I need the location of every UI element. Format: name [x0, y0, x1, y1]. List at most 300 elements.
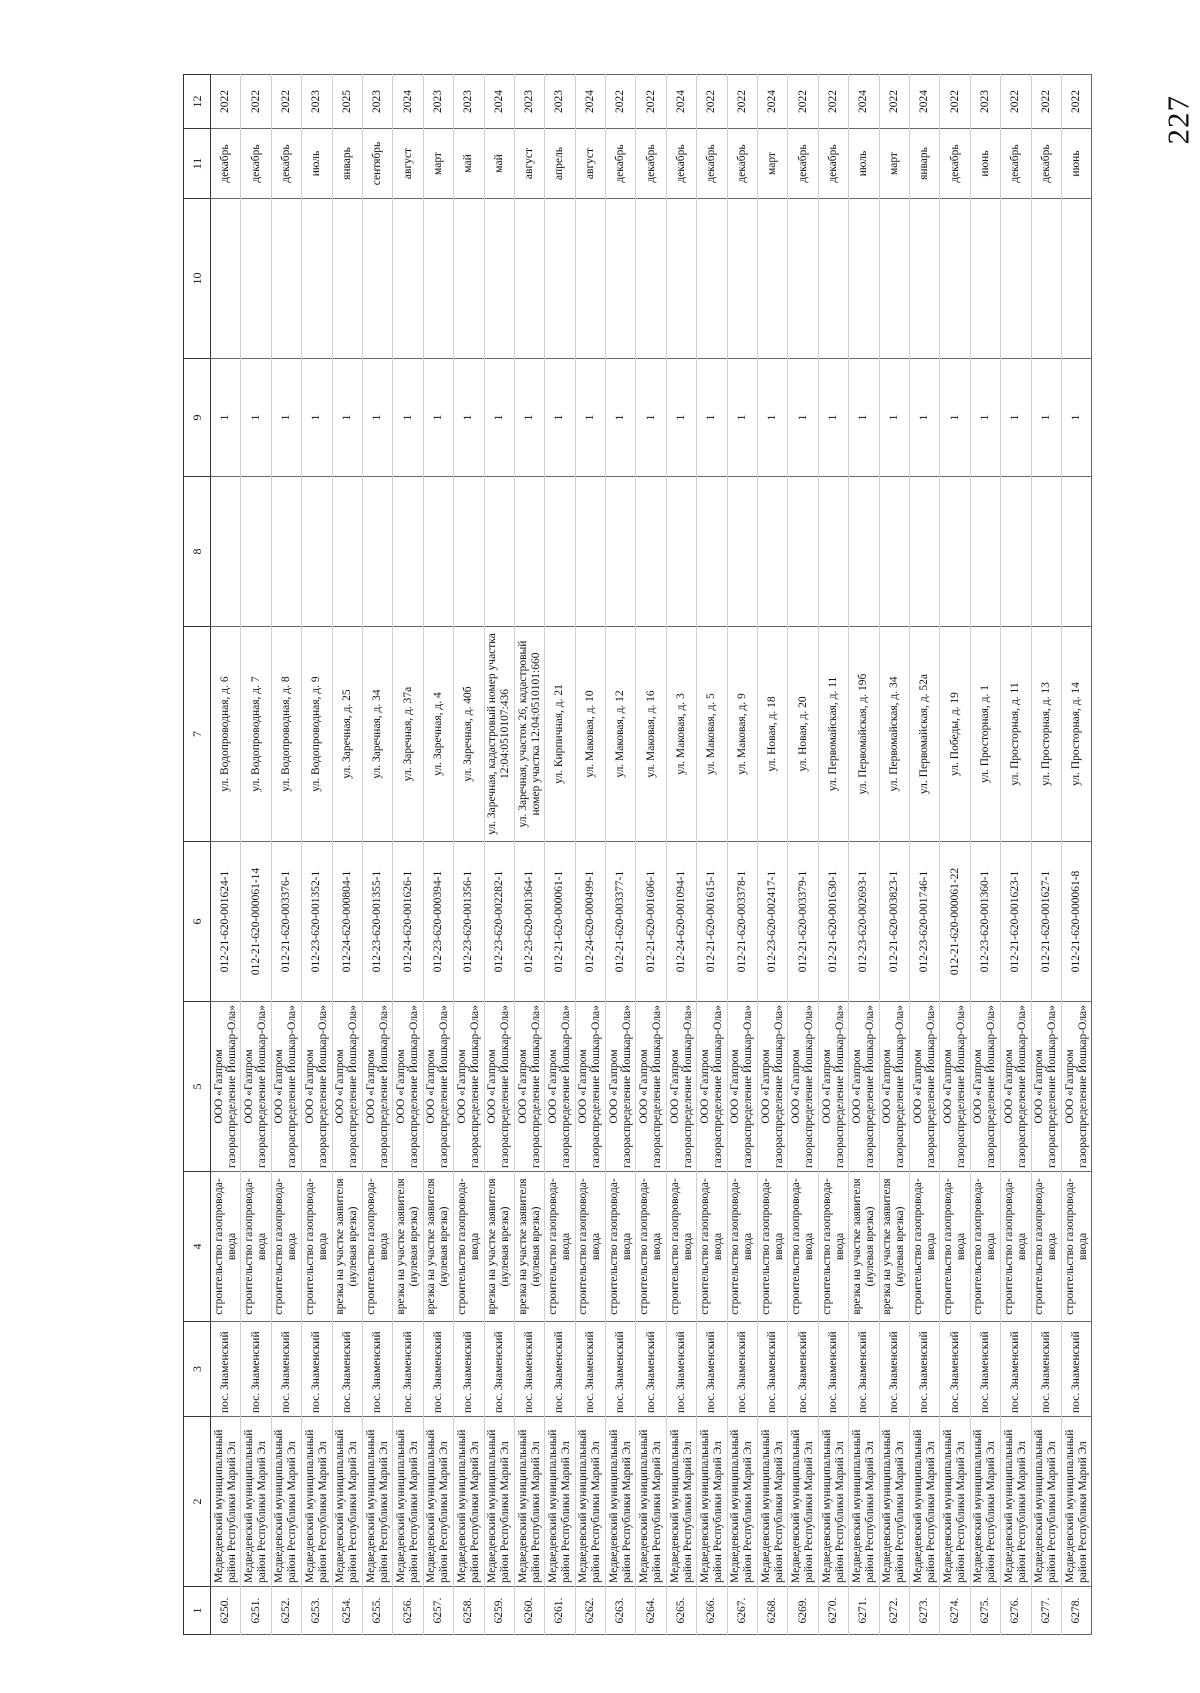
- month-cell: декабрь: [241, 129, 271, 199]
- table-row: [332, 75, 362, 1635]
- district-cell: Медведевский муниципальный район Республики Марий Эл: [940, 1417, 970, 1587]
- table-row: [211, 75, 241, 1635]
- column-10-cell: [484, 199, 514, 359]
- application-code-cell: 012-21-620-000061-14: [241, 842, 271, 1002]
- settlement-cell: пос. Знаменский: [1001, 1322, 1031, 1417]
- organization-cell: ООО «Газпром газораспределение Йошкар-Ола»: [545, 1002, 575, 1172]
- column-header-5: 5: [184, 1002, 211, 1172]
- organization-cell: ООО «Газпром газораспределение Йошкар-Ола»: [302, 1002, 332, 1172]
- address-cell: ул. Заречная, д. 34: [362, 627, 392, 842]
- month-cell: декабрь: [727, 129, 757, 199]
- district-cell: Медведевский муниципальный район Республики Марий Эл: [909, 1417, 939, 1587]
- month-cell: июль: [302, 129, 332, 199]
- year-cell: 2025: [332, 75, 362, 129]
- settlement-cell: пос. Знаменский: [879, 1322, 909, 1417]
- year-cell: 2024: [666, 75, 696, 129]
- row-number: 6250.: [211, 1587, 241, 1635]
- quantity-cell: 1: [302, 359, 332, 477]
- month-cell: декабрь: [666, 129, 696, 199]
- application-code-cell: 012-23-620-002693-1: [849, 842, 879, 1002]
- month-cell: декабрь: [940, 129, 970, 199]
- column-8-cell: [514, 477, 544, 627]
- organization-cell: ООО «Газпром газораспределение Йошкар-Ола»: [211, 1002, 241, 1172]
- district-cell: Медведевский муниципальный район Республики Марий Эл: [727, 1417, 757, 1587]
- organization-cell: ООО «Газпром газораспределение Йошкар-Ола»: [636, 1002, 666, 1172]
- row-number: 6259.: [484, 1587, 514, 1635]
- district-cell: Медведевский муниципальный район Республики Марий Эл: [970, 1417, 1000, 1587]
- table-row: [545, 75, 575, 1635]
- address-cell: ул. Победы, д. 19: [940, 627, 970, 842]
- quantity-cell: 1: [454, 359, 484, 477]
- table-row: [909, 75, 939, 1635]
- year-cell: 2024: [393, 75, 423, 129]
- table-row: [454, 75, 484, 1635]
- quantity-cell: 1: [879, 359, 909, 477]
- application-code-cell: 012-21-620-001615-1: [697, 842, 727, 1002]
- work-type-cell: строительство газопровода-ввода: [454, 1172, 484, 1322]
- application-code-cell: 012-21-620-001624-1: [211, 842, 241, 1002]
- table-row: [970, 75, 1000, 1635]
- address-cell: ул. Заречная, д. 25: [332, 627, 362, 842]
- quantity-cell: 1: [818, 359, 848, 477]
- table-row: [758, 75, 788, 1635]
- column-8-cell: [666, 477, 696, 627]
- organization-cell: ООО «Газпром газораспределение Йошкар-Ола»: [423, 1002, 453, 1172]
- work-type-cell: врезка на участке заявителя (нулевая врезка): [393, 1172, 423, 1322]
- year-cell: 2022: [1001, 75, 1031, 129]
- table-row: [606, 75, 636, 1635]
- application-code-cell: 012-21-620-003378-1: [727, 842, 757, 1002]
- organization-cell: ООО «Газпром газораспределение Йошкар-Ола»: [940, 1002, 970, 1172]
- application-code-cell: 012-21-620-001630-1: [818, 842, 848, 1002]
- month-cell: август: [393, 129, 423, 199]
- year-cell: 2022: [271, 75, 301, 129]
- work-type-cell: строительство газопровода-ввода: [1031, 1172, 1061, 1322]
- row-number: 6272.: [879, 1587, 909, 1635]
- column-8-cell: [606, 477, 636, 627]
- year-cell: 2022: [636, 75, 666, 129]
- column-8-cell: [940, 477, 970, 627]
- quantity-cell: 1: [940, 359, 970, 477]
- month-cell: август: [575, 129, 605, 199]
- table-row: [879, 75, 909, 1635]
- month-cell: июнь: [1061, 129, 1091, 199]
- application-code-cell: 012-24-620-001626-1: [393, 842, 423, 1002]
- address-cell: ул. Просторная, д. 13: [1031, 627, 1061, 842]
- application-code-cell: 012-21-620-003379-1: [788, 842, 818, 1002]
- table-row: [849, 75, 879, 1635]
- column-10-cell: [545, 199, 575, 359]
- organization-cell: ООО «Газпром газораспределение Йошкар-Ола»: [514, 1002, 544, 1172]
- quantity-cell: 1: [849, 359, 879, 477]
- row-number: 6263.: [606, 1587, 636, 1635]
- settlement-cell: пос. Знаменский: [636, 1322, 666, 1417]
- address-cell: ул. Маковая, д. 12: [606, 627, 636, 842]
- month-cell: декабрь: [606, 129, 636, 199]
- row-number: 6251.: [241, 1587, 271, 1635]
- settlement-cell: пос. Знаменский: [758, 1322, 788, 1417]
- address-cell: ул. Маковая, д. 16: [636, 627, 666, 842]
- row-number: 6265.: [666, 1587, 696, 1635]
- district-cell: Медведевский муниципальный район Республики Марий Эл: [788, 1417, 818, 1587]
- organization-cell: ООО «Газпром газораспределение Йошкар-Ола»: [697, 1002, 727, 1172]
- year-cell: 2023: [423, 75, 453, 129]
- column-10-cell: [332, 199, 362, 359]
- address-cell: ул. Маковая, д. 9: [727, 627, 757, 842]
- settlement-cell: пос. Знаменский: [1061, 1322, 1091, 1417]
- table-row: [1031, 75, 1061, 1635]
- column-10-cell: [849, 199, 879, 359]
- row-number: 6253.: [302, 1587, 332, 1635]
- year-cell: 2023: [514, 75, 544, 129]
- column-8-cell: [271, 477, 301, 627]
- column-8-cell: [1031, 477, 1061, 627]
- year-cell: 2022: [818, 75, 848, 129]
- table-row: [727, 75, 757, 1635]
- quantity-cell: 1: [606, 359, 636, 477]
- month-cell: август: [514, 129, 544, 199]
- address-cell: ул. Кирпичная, д. 21: [545, 627, 575, 842]
- row-number: 6258.: [454, 1587, 484, 1635]
- organization-cell: ООО «Газпром газораспределение Йошкар-Ола»: [666, 1002, 696, 1172]
- address-cell: ул. Заречная, д. 40б: [454, 627, 484, 842]
- year-cell: 2022: [697, 75, 727, 129]
- application-code-cell: 012-23-620-001352-1: [302, 842, 332, 1002]
- settlement-cell: пос. Знаменский: [818, 1322, 848, 1417]
- column-8-cell: [545, 477, 575, 627]
- column-8-cell: [697, 477, 727, 627]
- column-8-cell: [849, 477, 879, 627]
- quantity-cell: 1: [271, 359, 301, 477]
- settlement-cell: пос. Знаменский: [362, 1322, 392, 1417]
- column-10-cell: [302, 199, 332, 359]
- address-cell: ул. Просторная, д. 14: [1061, 627, 1091, 842]
- application-code-cell: 012-21-620-003377-1: [606, 842, 636, 1002]
- work-type-cell: строительство газопровода-ввода: [575, 1172, 605, 1322]
- year-cell: 2022: [879, 75, 909, 129]
- month-cell: май: [454, 129, 484, 199]
- month-cell: сентябрь: [362, 129, 392, 199]
- organization-cell: ООО «Газпром газораспределение Йошкар-Ола»: [818, 1002, 848, 1172]
- district-cell: Медведевский муниципальный район Республики Марий Эл: [1001, 1417, 1031, 1587]
- district-cell: Медведевский муниципальный район Республики Марий Эл: [636, 1417, 666, 1587]
- column-8-cell: [879, 477, 909, 627]
- district-cell: Медведевский муниципальный район Республики Марий Эл: [514, 1417, 544, 1587]
- district-cell: Медведевский муниципальный район Республики Марий Эл: [332, 1417, 362, 1587]
- row-number: 6257.: [423, 1587, 453, 1635]
- quantity-cell: 1: [241, 359, 271, 477]
- row-number: 6267.: [727, 1587, 757, 1635]
- address-cell: ул. Маковая, д. 10: [575, 627, 605, 842]
- table-row: [788, 75, 818, 1635]
- row-number: 6270.: [818, 1587, 848, 1635]
- settlement-cell: пос. Знаменский: [727, 1322, 757, 1417]
- settlement-cell: пос. Знаменский: [970, 1322, 1000, 1417]
- column-10-cell: [940, 199, 970, 359]
- quantity-cell: 1: [1031, 359, 1061, 477]
- month-cell: март: [879, 129, 909, 199]
- table-row: [818, 75, 848, 1635]
- table-row: [271, 75, 301, 1635]
- year-cell: 2024: [909, 75, 939, 129]
- column-8-cell: [302, 477, 332, 627]
- year-cell: 2022: [940, 75, 970, 129]
- settlement-cell: пос. Знаменский: [545, 1322, 575, 1417]
- row-number: 6266.: [697, 1587, 727, 1635]
- year-cell: 2024: [484, 75, 514, 129]
- settlement-cell: пос. Знаменский: [940, 1322, 970, 1417]
- work-type-cell: строительство газопровода-ввода: [545, 1172, 575, 1322]
- settlement-cell: пос. Знаменский: [393, 1322, 423, 1417]
- application-code-cell: 012-21-620-001627-1: [1031, 842, 1061, 1002]
- month-cell: май: [484, 129, 514, 199]
- month-cell: март: [758, 129, 788, 199]
- table-row: [697, 75, 727, 1635]
- row-number: 6254.: [332, 1587, 362, 1635]
- application-code-cell: 012-24-620-000804-1: [332, 842, 362, 1002]
- organization-cell: ООО «Газпром газораспределение Йошкар-Ола»: [484, 1002, 514, 1172]
- column-10-cell: [423, 199, 453, 359]
- settlement-cell: пос. Знаменский: [697, 1322, 727, 1417]
- column-10-cell: [788, 199, 818, 359]
- organization-cell: ООО «Газпром газораспределение Йошкар-Ола»: [393, 1002, 423, 1172]
- table-row: [241, 75, 271, 1635]
- month-cell: январь: [332, 129, 362, 199]
- table-row: [1001, 75, 1031, 1635]
- work-type-cell: строительство газопровода-ввода: [909, 1172, 939, 1322]
- column-10-cell: [575, 199, 605, 359]
- column-10-cell: [666, 199, 696, 359]
- settlement-cell: пос. Знаменский: [1031, 1322, 1061, 1417]
- row-number: 6278.: [1061, 1587, 1091, 1635]
- column-8-cell: [1001, 477, 1031, 627]
- column-8-cell: [758, 477, 788, 627]
- address-cell: ул. Водопроводная, д. 6: [211, 627, 241, 842]
- work-type-cell: врезка на участке заявителя (нулевая врезка): [484, 1172, 514, 1322]
- district-cell: Медведевский муниципальный район Республики Марий Эл: [423, 1417, 453, 1587]
- page-number: 227: [1160, 95, 1195, 145]
- address-cell: ул. Заречная, участок 26, кадастровый номер участка 12:04:0510101:660: [514, 627, 544, 842]
- address-cell: ул. Заречная, кадастровый номер участка 12:04:0510107:436: [484, 627, 514, 842]
- column-header-1: 1: [184, 1587, 211, 1635]
- column-header-6: 6: [184, 842, 211, 1002]
- district-cell: Медведевский муниципальный район Республики Марий Эл: [758, 1417, 788, 1587]
- work-type-cell: строительство газопровода-ввода: [271, 1172, 301, 1322]
- month-cell: июнь: [970, 129, 1000, 199]
- settlement-cell: пос. Знаменский: [241, 1322, 271, 1417]
- address-cell: ул. Просторная, д. 1: [970, 627, 1000, 842]
- month-cell: декабрь: [1031, 129, 1061, 199]
- month-cell: март: [423, 129, 453, 199]
- row-number: 6255.: [362, 1587, 392, 1635]
- quantity-cell: 1: [484, 359, 514, 477]
- column-10-cell: [636, 199, 666, 359]
- column-header-10: 10: [184, 199, 211, 359]
- column-10-cell: [454, 199, 484, 359]
- year-cell: 2022: [241, 75, 271, 129]
- application-code-cell: 012-24-620-000499-1: [575, 842, 605, 1002]
- district-cell: Медведевский муниципальный район Республики Марий Эл: [211, 1417, 241, 1587]
- quantity-cell: 1: [636, 359, 666, 477]
- application-code-cell: 012-23-620-001364-1: [514, 842, 544, 1002]
- month-cell: июль: [849, 129, 879, 199]
- quantity-cell: 1: [514, 359, 544, 477]
- year-cell: 2023: [970, 75, 1000, 129]
- work-type-cell: строительство газопровода-ввода: [727, 1172, 757, 1322]
- month-cell: декабрь: [271, 129, 301, 199]
- row-number: 6261.: [545, 1587, 575, 1635]
- district-cell: Медведевский муниципальный район Республики Марий Эл: [1061, 1417, 1091, 1587]
- column-header-3: 3: [184, 1322, 211, 1417]
- application-code-cell: 012-23-620-001356-1: [454, 842, 484, 1002]
- table-row: [302, 75, 332, 1635]
- year-cell: 2022: [1061, 75, 1091, 129]
- column-8-cell: [423, 477, 453, 627]
- column-10-cell: [271, 199, 301, 359]
- work-type-cell: строительство газопровода-ввода: [606, 1172, 636, 1322]
- column-8-cell: [332, 477, 362, 627]
- address-cell: ул. Первомайская, д. 52а: [909, 627, 939, 842]
- district-cell: Медведевский муниципальный район Республики Марий Эл: [666, 1417, 696, 1587]
- rotated-table-container: [183, 75, 1089, 1635]
- organization-cell: ООО «Газпром газораспределение Йошкар-Ола»: [332, 1002, 362, 1172]
- month-cell: декабрь: [788, 129, 818, 199]
- quantity-cell: 1: [211, 359, 241, 477]
- table-row: [362, 75, 392, 1635]
- organization-cell: ООО «Газпром газораспределение Йошкар-Ола»: [849, 1002, 879, 1172]
- district-cell: Медведевский муниципальный район Республики Марий Эл: [271, 1417, 301, 1587]
- column-8-cell: [1061, 477, 1091, 627]
- work-type-cell: врезка на участке заявителя (нулевая врезка): [879, 1172, 909, 1322]
- settlement-cell: пос. Знаменский: [514, 1322, 544, 1417]
- district-cell: Медведевский муниципальный район Республики Марий Эл: [1031, 1417, 1061, 1587]
- column-header-2: 2: [184, 1417, 211, 1587]
- quantity-cell: 1: [666, 359, 696, 477]
- column-8-cell: [970, 477, 1000, 627]
- column-8-cell: [454, 477, 484, 627]
- year-cell: 2022: [1031, 75, 1061, 129]
- application-code-cell: 012-23-620-002282-1: [484, 842, 514, 1002]
- district-cell: Медведевский муниципальный район Республики Марий Эл: [879, 1417, 909, 1587]
- column-10-cell: [393, 199, 423, 359]
- application-code-cell: 012-21-620-001606-1: [636, 842, 666, 1002]
- column-10-cell: [1031, 199, 1061, 359]
- year-cell: 2022: [727, 75, 757, 129]
- column-header-8: 8: [184, 477, 211, 627]
- work-type-cell: строительство газопровода-ввода: [1001, 1172, 1031, 1322]
- work-type-cell: строительство газопровода-ввода: [788, 1172, 818, 1322]
- district-cell: Медведевский муниципальный район Республики Марий Эл: [606, 1417, 636, 1587]
- column-10-cell: [879, 199, 909, 359]
- column-10-cell: [514, 199, 544, 359]
- district-cell: Медведевский муниципальный район Республики Марий Эл: [362, 1417, 392, 1587]
- year-cell: 2023: [454, 75, 484, 129]
- settlement-cell: пос. Знаменский: [332, 1322, 362, 1417]
- column-8-cell: [788, 477, 818, 627]
- row-number: 6269.: [788, 1587, 818, 1635]
- quantity-cell: 1: [545, 359, 575, 477]
- organization-cell: ООО «Газпром газораспределение Йошкар-Ола»: [788, 1002, 818, 1172]
- settlement-cell: пос. Знаменский: [271, 1322, 301, 1417]
- quantity-cell: 1: [788, 359, 818, 477]
- quantity-cell: 1: [727, 359, 757, 477]
- district-cell: Медведевский муниципальный район Республики Марий Эл: [393, 1417, 423, 1587]
- settlement-cell: пос. Знаменский: [909, 1322, 939, 1417]
- table-row: [666, 75, 696, 1635]
- column-10-cell: [1001, 199, 1031, 359]
- year-cell: 2022: [211, 75, 241, 129]
- table-row: [1061, 75, 1091, 1635]
- row-number: 6268.: [758, 1587, 788, 1635]
- table-row: [423, 75, 453, 1635]
- settlement-cell: пос. Знаменский: [484, 1322, 514, 1417]
- quantity-cell: 1: [393, 359, 423, 477]
- row-number: 6260.: [514, 1587, 544, 1635]
- district-cell: Медведевский муниципальный район Республики Марий Эл: [484, 1417, 514, 1587]
- quantity-cell: 1: [423, 359, 453, 477]
- column-8-cell: [636, 477, 666, 627]
- district-cell: Медведевский муниципальный район Республики Марий Эл: [545, 1417, 575, 1587]
- quantity-cell: 1: [362, 359, 392, 477]
- table-body: [211, 75, 1092, 1635]
- work-type-cell: строительство газопровода-ввода: [970, 1172, 1000, 1322]
- organization-cell: ООО «Газпром газораспределение Йошкар-Ола»: [909, 1002, 939, 1172]
- year-cell: 2023: [362, 75, 392, 129]
- address-cell: ул. Заречная, д. 37а: [393, 627, 423, 842]
- row-number: 6275.: [970, 1587, 1000, 1635]
- column-8-cell: [393, 477, 423, 627]
- application-code-cell: 012-21-620-000061-22: [940, 842, 970, 1002]
- application-code-cell: 012-23-620-002417-1: [758, 842, 788, 1002]
- settlement-cell: пос. Знаменский: [575, 1322, 605, 1417]
- column-header-4: 4: [184, 1172, 211, 1322]
- month-cell: декабрь: [211, 129, 241, 199]
- district-cell: Медведевский муниципальный район Республики Марий Эл: [454, 1417, 484, 1587]
- organization-cell: ООО «Газпром газораспределение Йошкар-Ола»: [758, 1002, 788, 1172]
- settlement-cell: пос. Знаменский: [302, 1322, 332, 1417]
- address-cell: ул. Водопроводная, д. 7: [241, 627, 271, 842]
- application-code-cell: 012-21-620-003823-1: [879, 842, 909, 1002]
- row-number: 6276.: [1001, 1587, 1031, 1635]
- application-code-cell: 012-23-620-001746-1: [909, 842, 939, 1002]
- work-type-cell: строительство газопровода-ввода: [241, 1172, 271, 1322]
- organization-cell: ООО «Газпром газораспределение Йошкар-Ола»: [271, 1002, 301, 1172]
- work-type-cell: строительство газопровода-ввода: [758, 1172, 788, 1322]
- organization-cell: ООО «Газпром газораспределение Йошкар-Ола»: [454, 1002, 484, 1172]
- quantity-cell: 1: [332, 359, 362, 477]
- address-cell: ул. Новая, д. 18: [758, 627, 788, 842]
- organization-cell: ООО «Газпром газораспределение Йошкар-Ола»: [1061, 1002, 1091, 1172]
- address-cell: ул. Первомайская, д. 34: [879, 627, 909, 842]
- district-cell: Медведевский муниципальный район Республики Марий Эл: [697, 1417, 727, 1587]
- address-cell: ул. Маковая, д. 5: [697, 627, 727, 842]
- address-cell: ул. Первомайская, д. 19б: [849, 627, 879, 842]
- gas-connection-table: [183, 74, 1092, 1635]
- address-cell: ул. Заречная, д. 4: [423, 627, 453, 842]
- address-cell: ул. Просторная, д. 11: [1001, 627, 1031, 842]
- application-code-cell: 012-21-620-003376-1: [271, 842, 301, 1002]
- district-cell: Медведевский муниципальный район Республики Марий Эл: [849, 1417, 879, 1587]
- column-10-cell: [1061, 199, 1091, 359]
- application-code-cell: 012-21-620-000061-8: [1061, 842, 1091, 1002]
- district-cell: Медведевский муниципальный район Республики Марий Эл: [818, 1417, 848, 1587]
- organization-cell: ООО «Газпром газораспределение Йошкар-Ола»: [970, 1002, 1000, 1172]
- row-number: 6274.: [940, 1587, 970, 1635]
- month-cell: апрель: [545, 129, 575, 199]
- quantity-cell: 1: [1001, 359, 1031, 477]
- work-type-cell: строительство газопровода-ввода: [1061, 1172, 1091, 1322]
- quantity-cell: 1: [970, 359, 1000, 477]
